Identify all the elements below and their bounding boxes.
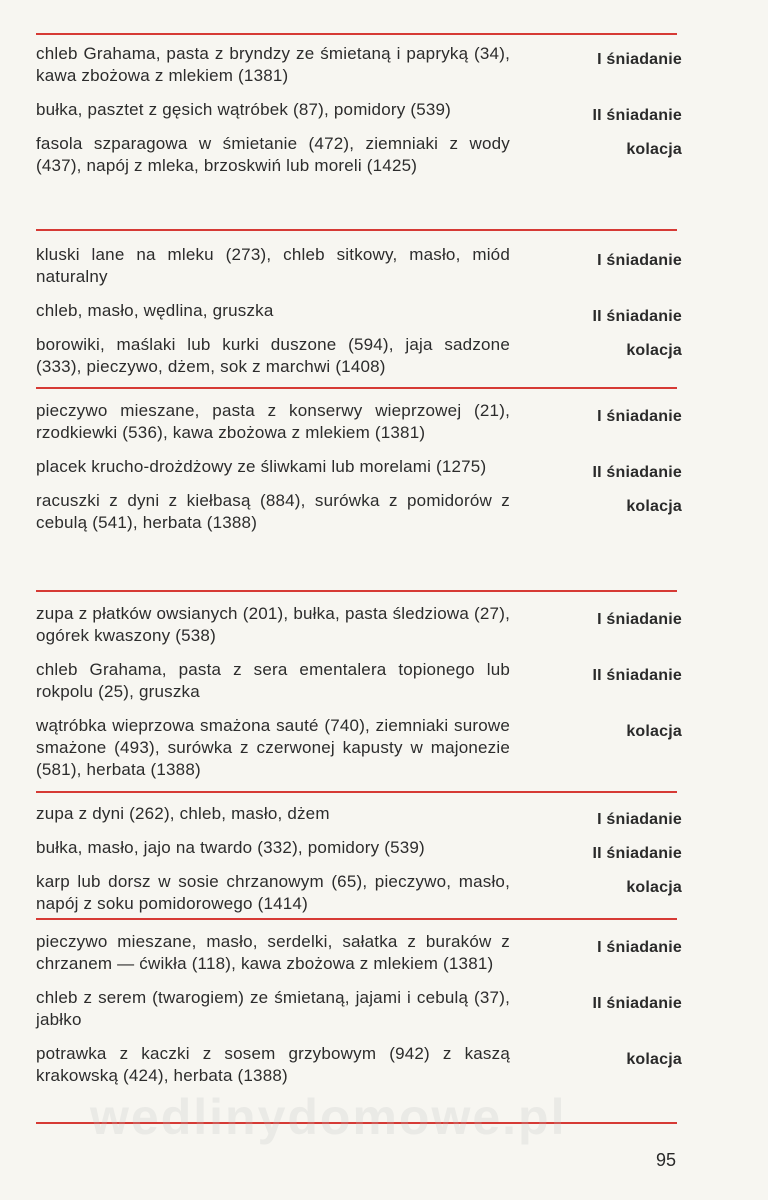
menu-row [36,603,682,647]
menu-row [36,803,682,828]
separator-rule [36,387,677,389]
dish-description: borowiki, maślaki lub kurki duszone (594), jaja sadzone (333), pieczywo, dżem, sok z marchwi (1408) [36,335,510,376]
meal-label: kolacja [626,498,682,515]
dish-description: bułka, masło, jajo na twardo (332), pomidory (539) [36,838,425,857]
menu-row [36,43,682,87]
dish-description: placek krucho-drożdżowy ze śliwkami lub morelami (1275) [36,457,487,476]
menu-row [36,334,682,378]
menu-day-block [36,400,682,534]
meal-label: kolacja [626,342,682,359]
menu-day-block [36,244,682,378]
meal-label: I śniadanie [597,939,682,956]
menu-row [36,931,682,975]
meal-label: II śniadanie [592,995,682,1012]
menu-row [36,987,682,1031]
dish-description: chleb, masło, wędlina, gruszka [36,301,274,320]
menu-row [36,300,682,325]
menu-day-block [36,603,682,781]
dish-description: kluski lane na mleku (273), chleb sitkowy, masło, miód naturalny [36,245,510,286]
separator-rule [36,229,677,231]
dish-description: bułka, pasztet z gęsich wątróbek (87), pomidory (539) [36,100,452,119]
meal-label: II śniadanie [592,107,682,124]
meal-label: II śniadanie [592,845,682,862]
dish-description: potrawka z kaczki z sosem grzybowym (942) z kaszą krakowską (424), herbata (1388) [36,1044,510,1085]
menu-day-block [36,43,682,177]
menu-row [36,400,682,444]
dish-description: chleb z serem (twarogiem) ze śmietaną, jajami i cebulą (37), jabłko [36,988,510,1029]
menu-row [36,133,682,177]
dish-description: zupa z płatków owsianych (201), bułka, pasta śledziowa (27), ogórek kwaszony (538) [36,604,510,645]
separator-rule [36,918,677,920]
separator-rule [36,590,677,592]
separator-rule [36,791,677,793]
dish-description: wątróbka wieprzowa smażona sauté (740), ziemniaki surowe smażone (493), surówka z czerwonej kapusty w majonezie (581), herbata (1388) [36,716,510,779]
menu-row [36,244,682,288]
menu-day-block [36,931,682,1087]
menu-row [36,871,682,915]
meal-label: I śniadanie [597,252,682,269]
meal-label: I śniadanie [597,811,682,828]
menu-row [36,456,682,481]
dish-description: zupa z dyni (262), chleb, masło, dżem [36,804,330,823]
meal-label: kolacja [626,723,682,740]
menu-row [36,99,682,124]
meal-label: II śniadanie [592,464,682,481]
dish-description: racuszki z dyni z kiełbasą (884), surówka z pomidorów z cebulą (541), herbata (1388) [36,491,510,532]
page-number: 95 [655,1150,676,1170]
dish-description: chleb Grahama, pasta z bryndzy ze śmietaną i papryką (34), kawa zbożowa z mlekiem (1381) [36,44,510,85]
dish-description: karp lub dorsz w sosie chrzanowym (65), pieczywo, masło, napój z soku pomidorowego (1414) [36,872,510,913]
menu-row [36,490,682,534]
menu-day-block [36,803,682,915]
menu-row [36,659,682,703]
meal-label: II śniadanie [592,308,682,325]
meal-label: I śniadanie [597,408,682,425]
meal-label: I śniadanie [597,51,682,68]
dish-description: fasola szparagowa w śmietanie (472), ziemniaki z wody (437), napój z mleka, brzoskwiń lub moreli (1425) [36,134,510,175]
meal-label: kolacja [626,1051,682,1068]
meal-label: kolacja [626,141,682,158]
meal-label: kolacja [626,879,682,896]
menu-row [36,1043,682,1087]
meal-label: II śniadanie [592,667,682,684]
dish-description: pieczywo mieszane, masło, serdelki, sałatka z buraków z chrzanem — ćwikła (118), kawa zbożowa z mlekiem (1381) [36,932,510,973]
menu-row [36,837,682,862]
meal-label: I śniadanie [597,611,682,628]
dish-description: chleb Grahama, pasta z sera ementalera topionego lub rokpolu (25), gruszka [36,660,510,701]
menu-row [36,715,682,781]
dish-description: pieczywo mieszane, pasta z konserwy wieprzowej (21), rzodkiewki (536), kawa zbożowa z mlekiem (1381) [36,401,510,442]
separator-rule [36,33,677,35]
watermark: wedlinydomowe.pl [90,1089,567,1145]
